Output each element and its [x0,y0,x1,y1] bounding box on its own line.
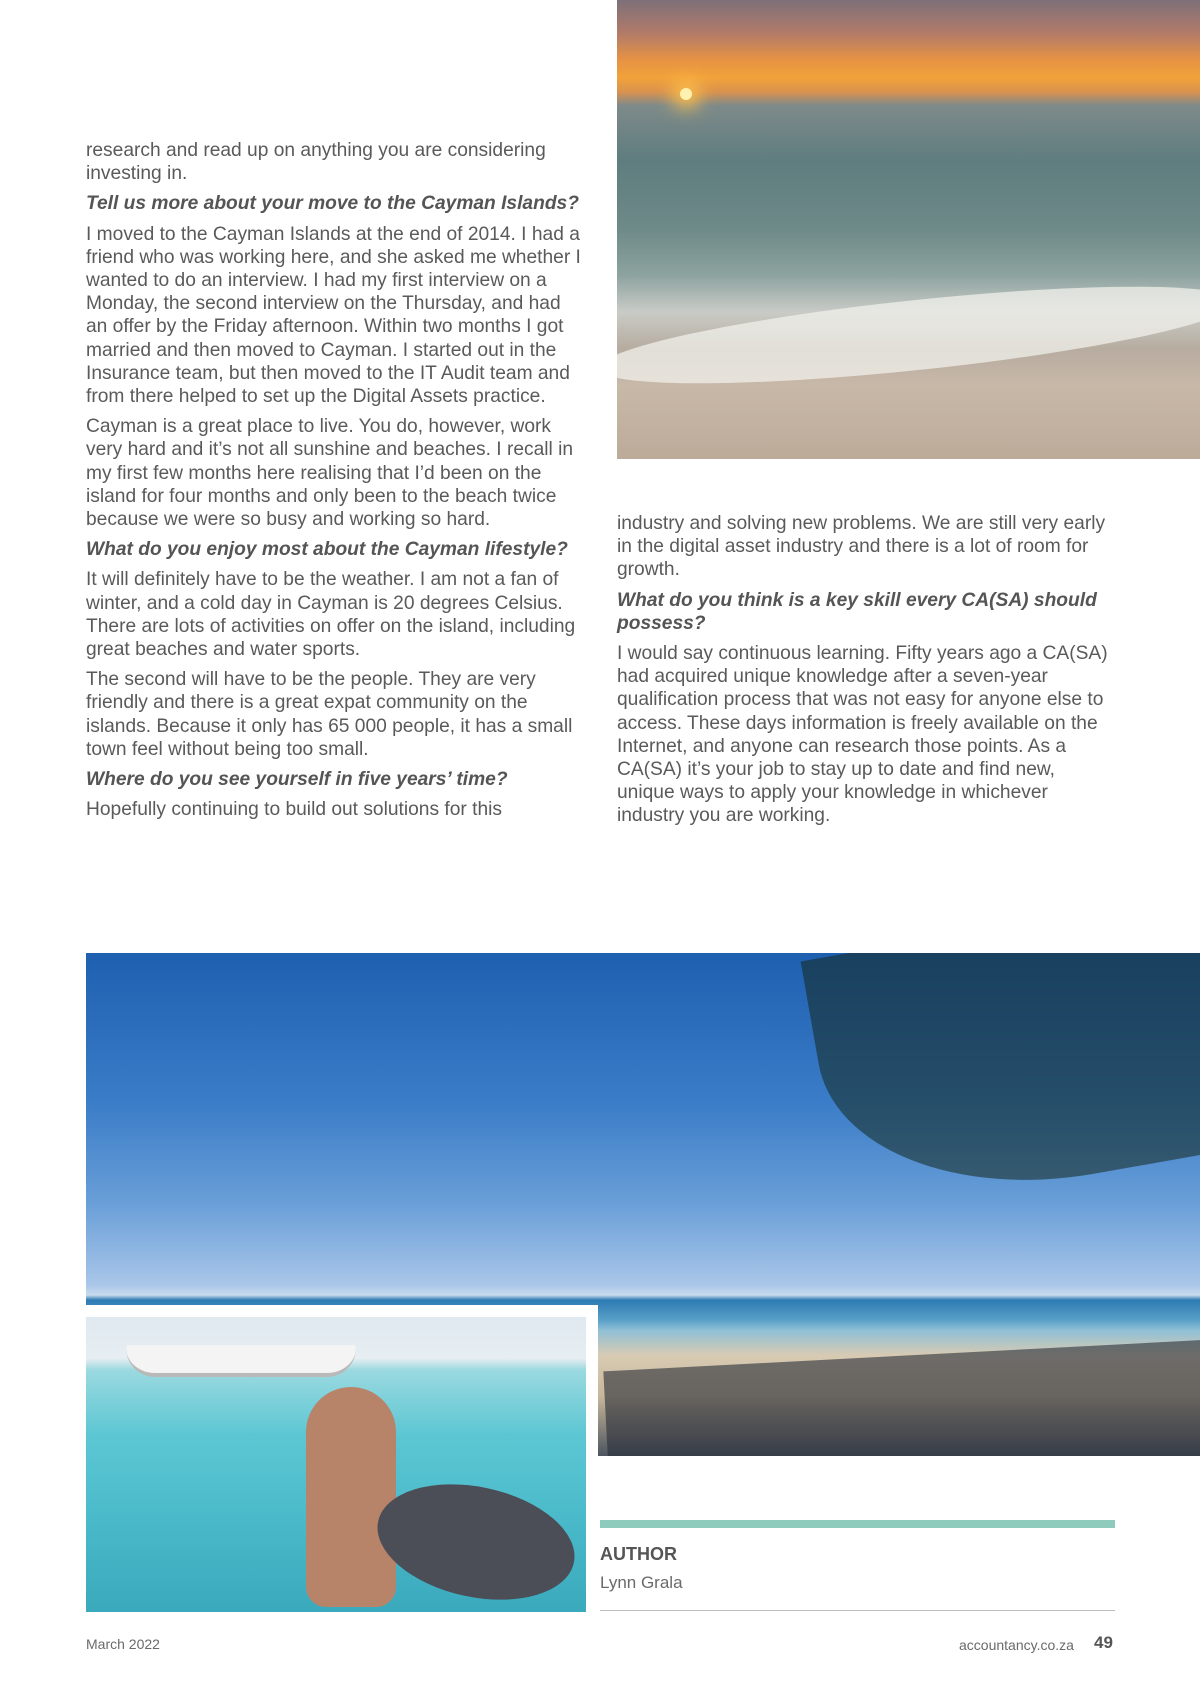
paragraph: The second will have to be the people. They are very friendly and there is a great expat community on the islands. Because it only has 65 000 people, it has a small town feel without being too small. [86,669,573,760]
paragraph: It will definitely have to be the weather. I am not a fan of winter, and a cold day in Cayman is 20 degrees Celsius. There are lots of activities on offer on the island, including great beaches and water sports. [86,569,576,661]
divider [600,1610,1115,1611]
question-heading: What do you enjoy most about the Cayman lifestyle? [86,539,568,561]
question-heading: Where do you see yourself in five years’ time? [86,769,508,791]
question-heading: What do you think is a key skill every CA(SA) should possess? [617,589,1097,634]
footer-site-link[interactable]: accountancy.co.za [959,1637,1074,1653]
footer-date: March 2022 [86,1636,160,1652]
article-column-left [86,139,586,828]
person-shape [306,1387,396,1607]
paragraph: Cayman is a great place to live. You do, however, work very hard and it’s not all sunshine and beaches. I recall in my first few months here realising that I’d been on the island for four months and only been to the beach twice because we were so busy and working so hard. [86,416,574,531]
tree-branch-shape [801,953,1200,1217]
stingray-snorkel-photo [86,1317,586,1612]
paragraph: I moved to the Cayman Islands at the end of 2014. I had a friend who was working here, and she asked me whether I wanted to do an interview. I had my first interview on a Monday, the second interview on the Thursday, and had an offer by the Friday afternoon. Within two months I got married and then moved to Cayman. I started out in the Insurance team, but then moved to the IT Audit team and from there helped to set up the Digital Assets practice. [86,223,581,408]
shadow-shape [603,1335,1200,1456]
sun-shape [680,88,692,100]
paragraph: I would say continuous learning. Fifty years ago a CA(SA) had acquired unique knowledge after a seven-year qualification process that was not easy for anyone else to access. These days information is freely available on the Internet, and anyone can research those points. As a CA(SA) it’s your job to stay up to date and find new, unique ways to apply your knowledge in whichever industry you are working. [617,643,1108,827]
question-heading: Tell us more about your move to the Cayman Islands? [86,193,579,215]
author-name: Lynn Grala [600,1573,683,1592]
boat-shape [126,1345,356,1377]
paragraph: Hopefully continuing to build out solutions for this [86,799,502,821]
wave-foam-shape [617,267,1200,404]
paragraph: industry and solving new problems. We are still very early in the digital asset industry and there is a lot of room for growth. [617,513,1106,581]
stingray-shape [367,1467,585,1612]
article-column-right [617,512,1117,835]
paragraph: research and read up on anything you are considering investing in. [86,140,546,185]
page-number: 49 [1094,1633,1113,1652]
author-accent-bar [600,1520,1115,1528]
author-heading: AUTHOR [600,1544,677,1564]
sunset-beach-photo [617,0,1200,459]
